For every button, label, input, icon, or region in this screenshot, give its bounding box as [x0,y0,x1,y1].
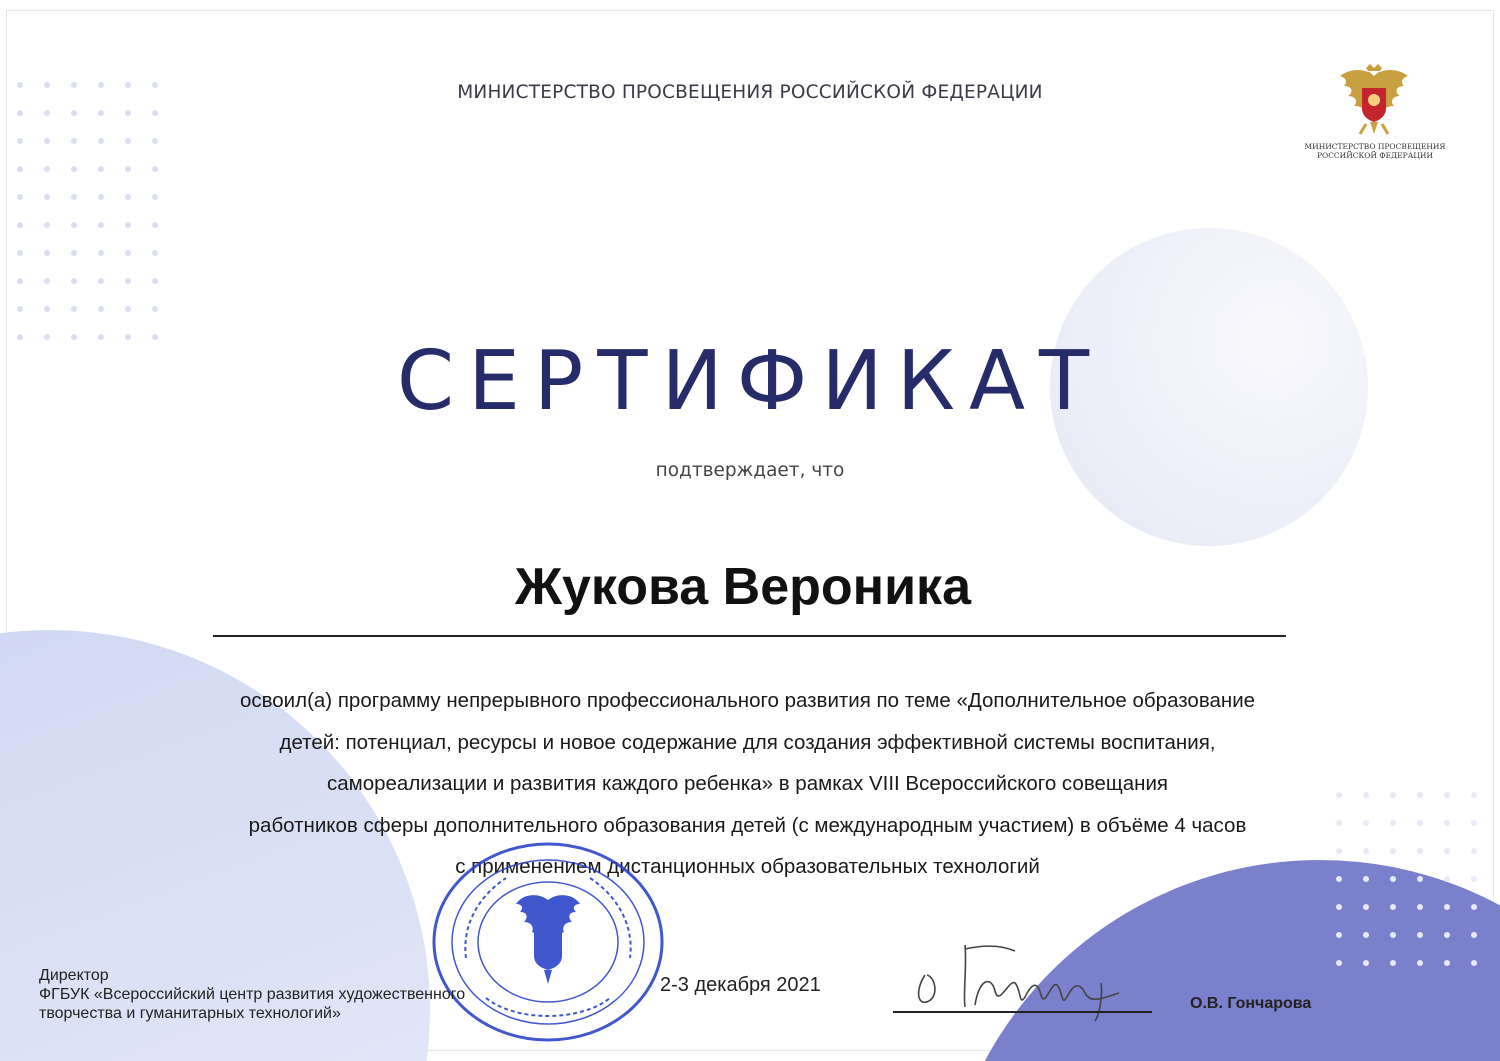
confirms-text: подтверждает, что [655,460,845,481]
decor-dot [1390,792,1396,798]
organization-line-1: ФГБУК «Всероссийский центр развития художественного [39,986,466,1003]
decor-dot [1471,820,1477,826]
decor-dot [71,306,77,312]
decor-dot [1471,876,1477,882]
decor-dot [1390,848,1396,854]
decor-dot [1471,848,1477,854]
decor-dot [1471,904,1477,910]
decor-dot [1444,960,1450,966]
emblem-caption-line1: МИНИСТЕРСТВО ПРОСВЕЩЕНИЯ [1304,142,1446,151]
decor-dot [152,306,158,312]
decor-dot [98,166,104,172]
decor-dot [17,110,23,116]
decor-dot [1417,932,1423,938]
decor-dot [1444,932,1450,938]
decor-dot [125,250,131,256]
description-line-1: освоил(а) программу непрерывного профессионального развития по теме «Дополнительное образование [239,689,1256,712]
decor-dot [44,138,50,144]
description-line-4: работников сферы дополнительного образования детей (с международным участием) в объёме 4 часов [248,813,1247,837]
decor-dot [1390,820,1396,826]
decor-dot [17,194,23,200]
description-line-2: детей: потенциал, ресурсы и новое содержание для создания эффективной системы воспитания, [279,730,1216,754]
decor-dot [1444,792,1450,798]
director-block [39,966,465,1023]
decor-dot [1363,876,1369,882]
decor-dot [71,278,77,284]
decor-dot [17,222,23,228]
decor-dot [44,278,50,284]
decor-dot [125,306,131,312]
decor-dot [125,138,131,144]
decor-dot [152,166,158,172]
decor-dot [1417,960,1423,966]
decor-dot [17,166,23,172]
decor-dot [98,138,104,144]
decor-dot [98,278,104,284]
decor-dot [1336,932,1342,938]
decor-dot [1390,876,1396,882]
decor-dot [17,278,23,284]
decor-dot [1336,904,1342,910]
decor-dot [98,110,104,116]
decor-dot [1417,904,1423,910]
program-description [150,680,1345,888]
decor-dot [17,306,23,312]
decor-dot [98,222,104,228]
decor-dot [1363,820,1369,826]
recipient-name: Жукова Вероника [515,558,971,616]
decor-dot [152,110,158,116]
decor-dot [1390,932,1396,938]
decor-dot [1390,904,1396,910]
decor-dot [1444,848,1450,854]
certificate-title: СЕРТИФИКАТ [396,334,1104,429]
decor-dot [125,222,131,228]
decor-dot [152,222,158,228]
decor-dot [1417,876,1423,882]
decor-dot [1471,792,1477,798]
decor-dots-left [17,82,158,340]
decor-dot [152,138,158,144]
decor-dot [152,278,158,284]
event-date: 2-3 декабря 2021 [660,974,821,996]
description-line-3: самореализации и развития каждого ребенка» в рамках VIII Всероссийского совещания [326,772,1169,795]
emblem-caption [1300,142,1450,160]
decor-dot [17,138,23,144]
decor-dot [98,250,104,256]
decor-dot [125,110,131,116]
decor-dot [44,250,50,256]
decor-dot [125,278,131,284]
organization-line-2: творчества и гуманитарных технологий» [39,1005,341,1022]
decor-dot [1390,960,1396,966]
decor-dot [98,194,104,200]
decor-dot [44,166,50,172]
decor-dot [152,250,158,256]
decor-dot [98,306,104,312]
decor-dot [1363,960,1369,966]
name-underline [213,635,1286,637]
decor-dot [125,166,131,172]
decor-dot [125,194,131,200]
decor-dot [1444,876,1450,882]
decor-dot [1444,820,1450,826]
decor-dot [1363,904,1369,910]
decor-dot [44,306,50,312]
decor-dot [71,250,77,256]
decor-dot [71,138,77,144]
description-line-5: с применением дистанционных образовательных технологий [455,855,1040,878]
decor-dot [152,194,158,200]
emblem-caption-line2: РОССИЙСКОЙ ФЕДЕРАЦИИ [1317,151,1433,160]
signature-line [893,1011,1152,1013]
decor-dot [44,194,50,200]
decor-dot [71,166,77,172]
decor-dot [44,222,50,228]
decor-dot [1471,932,1477,938]
decor-dot [1417,848,1423,854]
decor-dot [71,222,77,228]
decor-dot [1471,960,1477,966]
decor-dot [1363,932,1369,938]
decor-dot [71,110,77,116]
coat-of-arms-icon [1336,62,1412,142]
decor-dots-right [1336,792,1477,966]
decor-dot [17,250,23,256]
decor-dot [1363,848,1369,854]
decor-dot [1363,792,1369,798]
decor-dot [1444,904,1450,910]
decor-dot [44,110,50,116]
signer-name: О.В. Гончарова [1190,995,1312,1012]
decor-dot [1336,960,1342,966]
decor-dot [71,194,77,200]
director-title: Директор [39,967,109,984]
ministry-title: МИНИСТЕРСТВО ПРОСВЕЩЕНИЯ РОССИЙСКОЙ ФЕДЕРАЦИИ [457,82,1043,103]
decor-dot [1417,792,1423,798]
decor-dot [1417,820,1423,826]
